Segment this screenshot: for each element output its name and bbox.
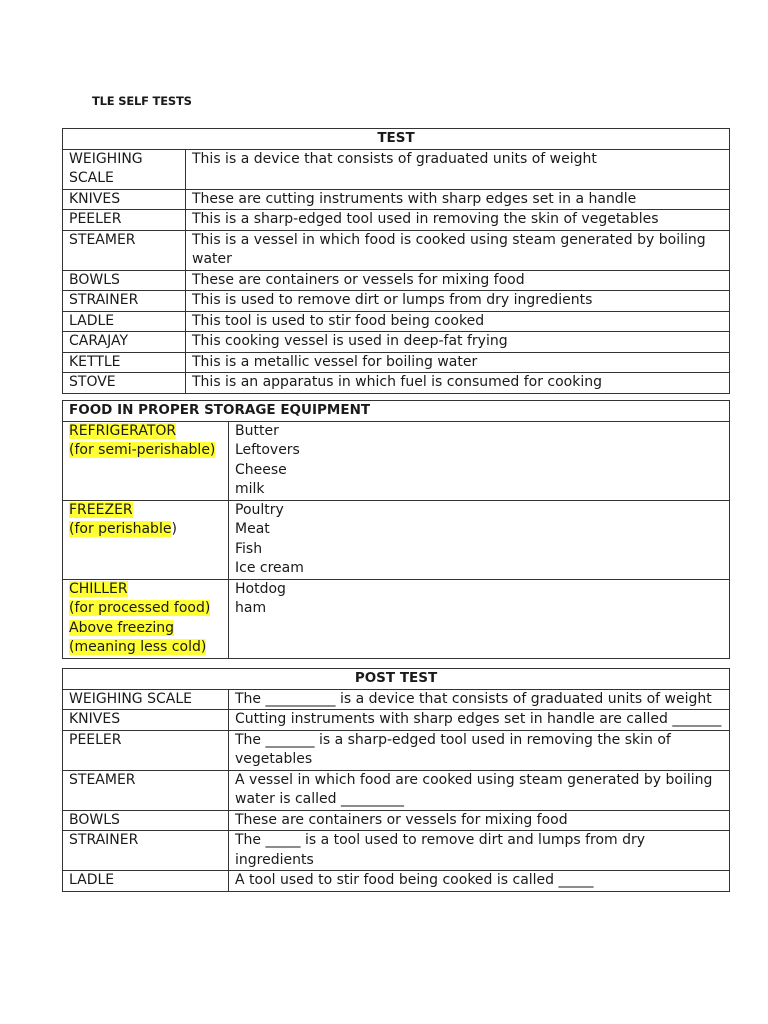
term-cell: WEIGHING SCALE	[63, 689, 229, 710]
test-table-header: TEST	[63, 129, 730, 150]
storage-items-cell	[229, 421, 730, 500]
list-item: Fish	[235, 540, 263, 557]
table-row	[63, 831, 730, 871]
storage-label-name: CHILLER	[69, 580, 128, 597]
storage-table-header: FOOD IN PROPER STORAGE EQUIPMENT	[63, 401, 730, 422]
description-cell: This is a vessel in which food is cooked using steam generated by boiling water	[186, 230, 730, 270]
list-item: ham	[235, 600, 267, 616]
term-cell: KNIVES	[63, 189, 186, 210]
description-cell: This cooking vessel is used in deep-fat frying	[186, 332, 730, 353]
question-cell: Cutting instruments with sharp edges set in handle are called _______	[229, 710, 730, 731]
table-row	[63, 421, 730, 500]
description-cell: These are cutting instruments with sharp edges set in a handle	[186, 189, 730, 210]
storage-label-name: FREEZER	[69, 501, 133, 518]
term-cell: STOVE	[63, 373, 186, 394]
question-cell: The _____ is a tool used to remove dirt and lumps from dry ingredients	[229, 831, 730, 871]
term-cell: BOWLS	[63, 270, 186, 291]
table-row	[63, 189, 730, 210]
storage-items-cell	[229, 579, 730, 658]
table-row	[63, 730, 730, 770]
storage-label-note-end: )	[171, 521, 177, 537]
description-cell: This tool is used to stir food being cooked	[186, 311, 730, 332]
list-item: Poultry	[235, 501, 284, 518]
table-row	[63, 230, 730, 270]
table-row	[63, 500, 730, 579]
list-item: Meat	[235, 521, 270, 537]
description-cell: These are containers or vessels for mixing food	[186, 270, 730, 291]
term-cell: STRAINER	[63, 291, 186, 312]
term-cell: STRAINER	[63, 831, 229, 871]
storage-label-note: (for perishable	[69, 521, 172, 537]
table-row	[63, 770, 730, 810]
table-row	[63, 311, 730, 332]
term-cell: STEAMER	[63, 770, 229, 810]
term-cell: LADLE	[63, 871, 229, 892]
table-row	[63, 373, 730, 394]
test-table	[62, 128, 730, 394]
question-cell: These are containers or vessels for mixing food	[229, 810, 730, 831]
storage-header-row	[63, 401, 730, 422]
post-test-table	[62, 668, 730, 892]
storage-label-cell	[63, 579, 229, 658]
table-row	[63, 291, 730, 312]
storage-table	[62, 400, 730, 659]
list-item: milk	[235, 481, 265, 497]
table-row	[63, 210, 730, 231]
term-cell: PEELER	[63, 730, 229, 770]
list-item: Butter	[235, 422, 279, 439]
storage-label-note: Above freezing	[69, 619, 174, 636]
table-row	[63, 149, 730, 189]
storage-label-name: REFRIGERATOR	[69, 422, 177, 439]
description-cell: This is a device that consists of graduated units of weight	[186, 149, 730, 189]
term-cell: CARAJAY	[63, 332, 186, 353]
storage-label-note: (for processed food)	[69, 600, 211, 616]
test-header-row	[63, 129, 730, 150]
table-row	[63, 710, 730, 731]
term-cell: KETTLE	[63, 352, 186, 373]
storage-items-cell	[229, 500, 730, 579]
list-item: Leftovers	[235, 442, 300, 458]
term-cell: PEELER	[63, 210, 186, 231]
table-row	[63, 270, 730, 291]
storage-label-cell	[63, 421, 229, 500]
table-row	[63, 332, 730, 353]
table-row	[63, 810, 730, 831]
table-row	[63, 579, 730, 658]
list-item: Ice cream	[235, 560, 304, 576]
storage-label-cell	[63, 500, 229, 579]
table-row	[63, 871, 730, 892]
description-cell: This is used to remove dirt or lumps from dry ingredients	[186, 291, 730, 312]
storage-label-note: (for semi-perishable)	[69, 442, 216, 458]
list-item: Cheese	[235, 461, 287, 478]
term-cell: BOWLS	[63, 810, 229, 831]
description-cell: This is an apparatus in which fuel is consumed for cooking	[186, 373, 730, 394]
question-cell: A tool used to stir food being cooked is called _____	[229, 871, 730, 892]
table-row	[63, 352, 730, 373]
question-cell: The _______ is a sharp-edged tool used in removing the skin of vegetables	[229, 730, 730, 770]
term-cell: STEAMER	[63, 230, 186, 270]
question-cell: The __________ is a device that consists of graduated units of weight	[229, 689, 730, 710]
term-cell: WEIGHING SCALE	[63, 149, 186, 189]
document-title: TLE SELF TESTS	[92, 94, 192, 108]
description-cell: This is a metallic vessel for boiling water	[186, 352, 730, 373]
term-cell: LADLE	[63, 311, 186, 332]
question-cell: A vessel in which food are cooked using steam generated by boiling water is called _________	[229, 770, 730, 810]
description-cell: This is a sharp-edged tool used in removing the skin of vegetables	[186, 210, 730, 231]
storage-label-note: (meaning less cold)	[69, 639, 207, 655]
list-item: Hotdog	[235, 580, 286, 597]
post-test-table-header: POST TEST	[63, 669, 730, 690]
post-test-header-row	[63, 669, 730, 690]
term-cell: KNIVES	[63, 710, 229, 731]
table-row	[63, 689, 730, 710]
